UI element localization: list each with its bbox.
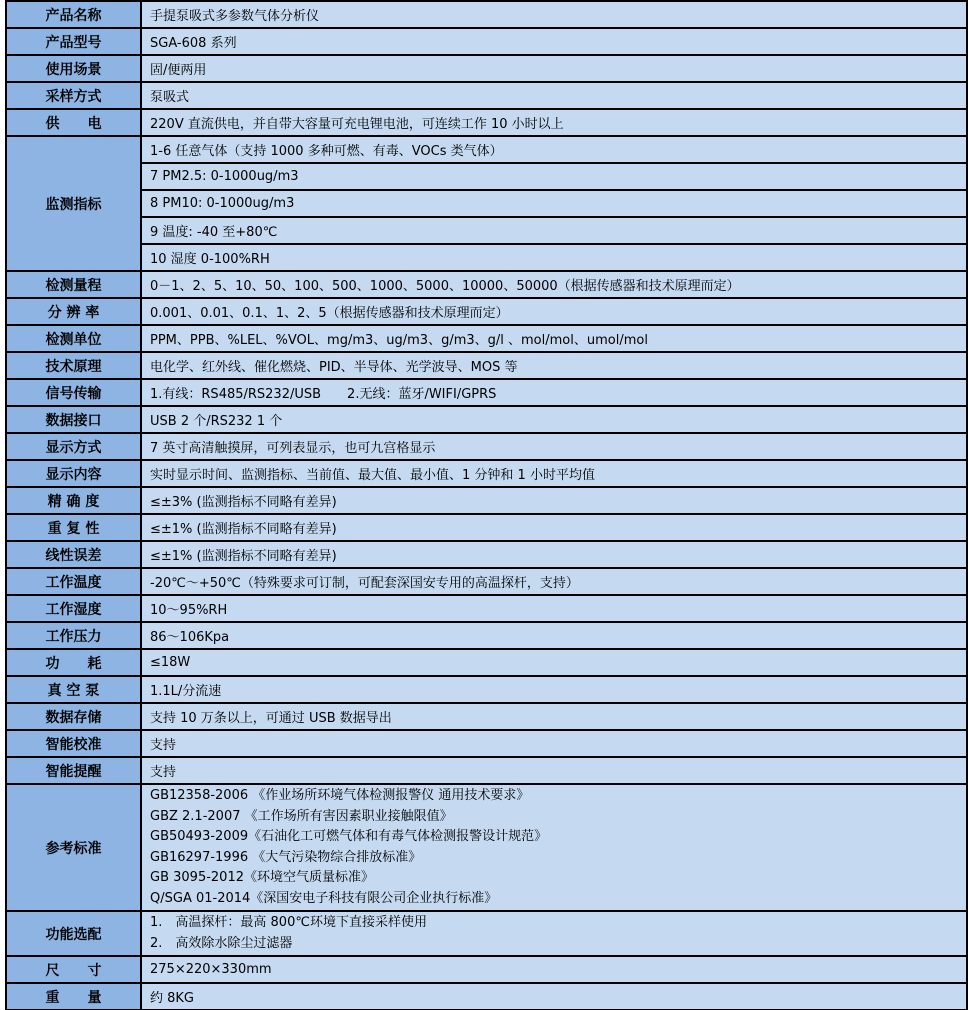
spec-row-label: 重 复 性	[6, 514, 141, 541]
spec-row	[6, 541, 967, 568]
spec-row-label: 数据接口	[6, 406, 141, 433]
spec-value-cell: 0.001、0.01、0.1、1、2、5（根据传感器和技术原理而定）	[141, 298, 967, 325]
spec-value-cell: SGA-608 系列	[141, 28, 967, 55]
spec-row	[6, 379, 967, 406]
spec-value-cell: 支持 10 万条以上，可通过 USB 数据导出	[141, 703, 967, 730]
spec-value-cell: 固/便两用	[141, 55, 967, 82]
spec-row	[6, 298, 967, 325]
spec-row-label: 使用场景	[6, 55, 141, 82]
spec-value-cell: ≤±3% (监测指标不同略有差异)	[141, 487, 967, 514]
spec-row-label: 功能选配	[6, 911, 141, 956]
spec-value-cell: 约 8KG	[141, 983, 967, 1010]
spec-row	[6, 352, 967, 379]
spec-row	[6, 911, 967, 956]
spec-row	[6, 1, 967, 28]
spec-row-label: 分 辨 率	[6, 298, 141, 325]
spec-row-label: 尺 寸	[6, 956, 141, 983]
spec-row	[6, 109, 967, 136]
spec-row-label: 数据存储	[6, 703, 141, 730]
spec-row-label: 真 空 泵	[6, 676, 141, 703]
spec-row	[6, 190, 967, 217]
spec-row-label: 监测指标	[6, 136, 141, 271]
spec-value-line: GB16297-1996 《大气污染物综合排放标准》	[150, 849, 422, 865]
spec-row	[6, 676, 967, 703]
spec-row-label: 工作湿度	[6, 595, 141, 622]
spec-row-label: 工作压力	[6, 622, 141, 649]
spec-row-label: 产品型号	[6, 28, 141, 55]
spec-value-cell: 支持	[141, 757, 967, 784]
spec-value-cell: 支持	[141, 730, 967, 757]
spec-value-line: GB 3095-2012《环境空气质量标准》	[150, 870, 374, 885]
spec-row	[6, 622, 967, 649]
spec-row-label: 显示内容	[6, 460, 141, 487]
spec-value-line: GB50493-2009《石油化工可燃气体和有毒气体检测报警设计规范》	[150, 829, 548, 844]
spec-row	[6, 325, 967, 352]
product-spec-table	[5, 0, 968, 1010]
spec-row-label: 重 量	[6, 983, 141, 1010]
spec-row	[6, 136, 967, 163]
spec-row	[6, 649, 967, 676]
spec-row	[6, 163, 967, 190]
spec-value-cell: -20℃～+50℃（特殊要求可订制，可配套深国安专用的高温探杆，支持）	[141, 568, 967, 595]
spec-table-body	[6, 1, 967, 1010]
spec-row-label: 产品名称	[6, 1, 141, 28]
spec-value-cell: USB 2 个/RS232 1 个	[141, 406, 967, 433]
spec-row	[6, 460, 967, 487]
spec-value-cell: 220V 直流供电，并自带大容量可充电锂电池，可连续工作 10 小时以上	[141, 109, 967, 136]
spec-value-cell: 0－1、2、5、10、50、100、500、1000、5000、10000、50000（根据传感器和技术原理而定）	[141, 271, 967, 298]
spec-row-label: 智能校准	[6, 730, 141, 757]
spec-row-label: 智能提醒	[6, 757, 141, 784]
spec-row	[6, 757, 967, 784]
spec-value-cell: 1.有线：RS485/RS232/USB 2.无线：蓝牙/WIFI/GPRS	[141, 379, 967, 406]
spec-value-line: GB12358-2006 《作业场所环境气体检测报警仪 通用技术要求》	[150, 788, 530, 803]
spec-row	[6, 487, 967, 514]
spec-row	[6, 784, 967, 911]
spec-value-cell: 8 PM10: 0-1000ug/m3	[141, 190, 967, 217]
spec-row-label: 精 确 度	[6, 487, 141, 514]
spec-row-label: 信号传输	[6, 379, 141, 406]
spec-value-cell: PPM、PPB、%LEL、%VOL、mg/m3、ug/m3、g/m3、g/l 、mol/mol、umol/mol	[141, 325, 967, 352]
spec-row-label: 显示方式	[6, 433, 141, 460]
spec-row	[6, 514, 967, 541]
spec-value-cell: 86～106Kpa	[141, 622, 967, 649]
spec-value-cell: 实时显示时间、监测指标、当前值、最大值、最小值、1 分钟和 1 小时平均值	[141, 460, 967, 487]
spec-row-label: 采样方式	[6, 82, 141, 109]
spec-value-line: GBZ 2.1-2007 《工作场所有害因素职业接触限值》	[150, 808, 453, 824]
spec-row	[6, 55, 967, 82]
spec-row-label: 线性误差	[6, 541, 141, 568]
spec-row	[6, 82, 967, 109]
spec-row	[6, 568, 967, 595]
spec-row-label: 技术原理	[6, 352, 141, 379]
spec-value-cell: 275×220×330mm	[141, 956, 967, 983]
spec-row	[6, 595, 967, 622]
spec-value-cell: ≤±1% (监测指标不同略有差异)	[141, 541, 967, 568]
spec-row-label: 检测量程	[6, 271, 141, 298]
spec-value-cell: 电化学、红外线、催化燃烧、PID、半导体、光学波导、MOS 等	[141, 352, 967, 379]
spec-value-line: 1. 高温探杆：最高 800℃环境下直接采样使用	[150, 915, 427, 930]
spec-value-cell	[141, 911, 967, 956]
spec-row-label: 工作温度	[6, 568, 141, 595]
spec-row	[6, 244, 967, 271]
spec-row-label: 检测单位	[6, 325, 141, 352]
spec-row	[6, 271, 967, 298]
spec-row-label: 供 电	[6, 109, 141, 136]
spec-row	[6, 217, 967, 244]
spec-value-cell	[141, 784, 967, 911]
spec-value-cell: 手提泵吸式多参数气体分析仪	[141, 1, 967, 28]
spec-row	[6, 703, 967, 730]
spec-row	[6, 433, 967, 460]
spec-row-label: 参考标准	[6, 784, 141, 911]
spec-value-cell: 10 湿度 0-100%RH	[141, 244, 967, 271]
spec-row	[6, 956, 967, 983]
spec-row	[6, 983, 967, 1010]
spec-row	[6, 730, 967, 757]
spec-value-cell: 泵吸式	[141, 82, 967, 109]
spec-value-cell: ≤18W	[141, 649, 967, 676]
spec-value-cell: 7 PM2.5: 0-1000ug/m3	[141, 163, 967, 190]
spec-value-line: 2. 高效除水除尘过滤器	[150, 935, 293, 951]
spec-value-line: Q/SGA 01-2014《深国安电子科技有限公司企业执行标准》	[150, 890, 498, 906]
spec-row-label: 功 耗	[6, 649, 141, 676]
spec-value-cell: ≤±1% (监测指标不同略有差异)	[141, 514, 967, 541]
spec-value-cell: 10～95%RH	[141, 595, 967, 622]
spec-value-cell: 1-6 任意气体（支持 1000 多种可燃、有毒、VOCs 类气体）	[141, 136, 967, 163]
spec-row	[6, 406, 967, 433]
spec-value-cell: 7 英寸高清触摸屏，可列表显示，也可九宫格显示	[141, 433, 967, 460]
spec-value-cell: 1.1L/分流速	[141, 676, 967, 703]
spec-row	[6, 28, 967, 55]
spec-value-cell: 9 温度: -40 至+80℃	[141, 217, 967, 244]
